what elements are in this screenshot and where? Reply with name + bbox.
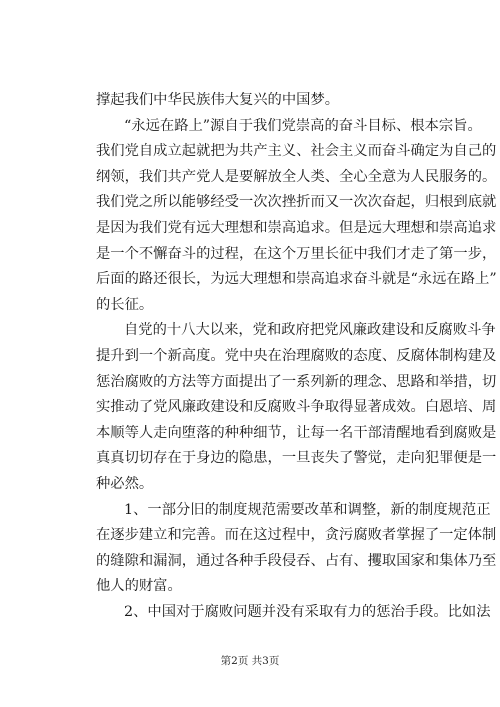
paragraph-line: 实推动了党风廉政建设和反腐败斗争取得显著成效。白恩培、周: [96, 399, 497, 416]
paragraph-line: 自党的十八大以来，党和政府把党风廉政建设和反腐败斗争: [124, 322, 496, 339]
paragraph-line: 真真切切存在于身边的隐患，一旦丧失了警觉，走向犯罪便是一: [96, 450, 497, 467]
paragraph-line: 在逐步建立和完善。而在这过程中，贪污腐败者掌握了一定体制: [96, 527, 497, 544]
paragraph-line: 我们党自成立起就把为共产主义、社会主义而奋斗确定为自己的: [96, 143, 497, 160]
paragraph-line: 是因为我们党有远大理想和崇高追求。但是远大理想和崇高追求: [96, 219, 497, 236]
paragraph-line: “永远在路上”源自于我们党崇高的奋斗目标、根本宗旨。: [124, 117, 482, 134]
paragraph-line: 种必然。: [96, 475, 154, 492]
paragraph-4: [96, 498, 497, 600]
paragraph-line: 2、中国对于腐败问题并没有采取有力的惩治手段。比如法: [124, 603, 491, 620]
paragraph-line: 我们党之所以能够经受一次次挫折而又一次次奋起，归根到底就: [96, 194, 497, 211]
paragraph-line: 的长征。: [96, 296, 154, 313]
paragraph-line: 1、一部分旧的制度规范需要改革和调整，新的制度规范正: [124, 501, 491, 518]
paragraph-3: [96, 318, 497, 497]
paragraph-line: 他人的财富。: [96, 578, 182, 595]
paragraph-line: 提升到一个新高度。党中央在治理腐败的态度、反腐体制构建及: [96, 347, 497, 364]
paragraph-1: [96, 88, 426, 114]
paragraph-line: 本顺等人走向堕落的种种细节，让每一名干部清醒地看到腐败是: [96, 424, 497, 441]
paragraph-line: 撑起我们中华民族伟大复兴的中国梦。: [96, 92, 340, 108]
document-body: [96, 88, 497, 625]
paragraph-line: 后面的路还很长，为远大理想和崇高追求奋斗就是“永远在路上”: [96, 271, 497, 288]
paragraph-line: 的缝隙和漏洞，通过各种手段侵吞、占有、攫取国家和集体乃至: [96, 552, 497, 569]
page-number-footer: 第2页 共3页: [220, 655, 280, 667]
paragraph-line: 纲领，我们共产党人是要解放全人类、全心全意为人民服务的。: [96, 168, 497, 185]
paragraph-2: [96, 114, 497, 319]
paragraph-line: 惩治腐败的方法等方面提出了一系列新的理念、思路和举措，切: [96, 373, 497, 390]
paragraph-5: [96, 600, 491, 626]
paragraph-line: 是一个不懈奋斗的过程，在这个万里长征中我们才走了第一步，: [96, 245, 497, 262]
